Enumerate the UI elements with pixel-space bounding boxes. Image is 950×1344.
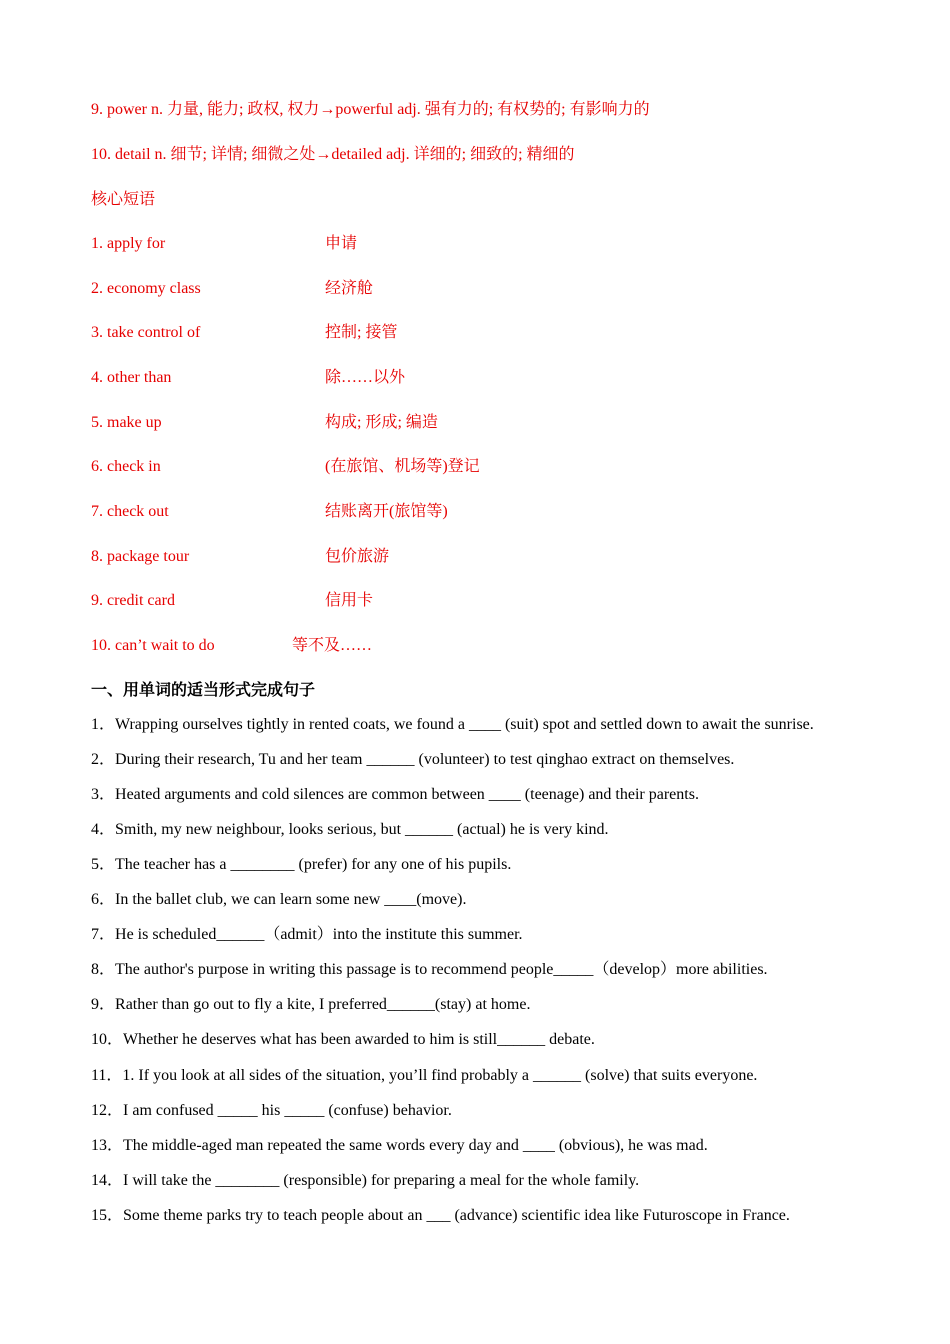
question-item: [91, 1171, 639, 1191]
question-item: [91, 1066, 757, 1086]
question-item: [91, 750, 734, 770]
question-item: [91, 1136, 708, 1156]
question-item: [91, 925, 523, 945]
phrase-english: 10. can’t wait to do: [91, 637, 215, 654]
question-text: In the ballet club, we can learn some new ____(move).: [115, 891, 467, 908]
phrase-english: 7. check out: [91, 503, 169, 520]
question-text: Smith, my new neighbour, looks serious, but ______ (actual) he is very kind.: [115, 821, 609, 838]
question-item: [91, 1206, 790, 1226]
phrase-chinese: 包价旅游: [325, 548, 390, 565]
question-item: [91, 855, 511, 875]
question-text: I am confused _____ his _____ (confuse) behavior.: [123, 1102, 452, 1119]
question-text: The author's purpose in writing this passage is to recommend people_____（develop）more abilities.: [115, 961, 768, 978]
question-number: 15．: [91, 1207, 124, 1224]
question-number: 9．: [91, 996, 116, 1013]
question-text: The middle-aged man repeated the same words every day and ____ (obvious), he was mad.: [123, 1137, 708, 1154]
question-text: He is scheduled______（admit）into the institute this summer.: [115, 926, 523, 943]
phrase-english: 6. check in: [91, 458, 161, 475]
phrase-chinese: 等不及……: [292, 637, 373, 654]
question-item: [91, 890, 466, 910]
question-text: 1. If you look at all sides of the situation, you’ll find probably a ______ (solve) that suits everyone.: [122, 1067, 758, 1084]
question-number: 3．: [91, 786, 116, 803]
question-number: 5．: [91, 856, 116, 873]
question-number: 10．: [91, 1031, 124, 1048]
vocab-item-detail: 10. detail n. 细节; 详情; 细微之处→detailed adj. 详细的; 细致的; 精细的: [91, 146, 575, 163]
phrase-english: 3. take control of: [91, 324, 201, 341]
question-number: 2．: [91, 751, 116, 768]
phrase-english: 2. economy class: [91, 280, 201, 297]
question-number: 11．: [91, 1067, 123, 1084]
phrase-english: 5. make up: [91, 414, 162, 431]
phrase-chinese: (在旅馆、机场等)登记: [325, 458, 480, 475]
phrase-english: 4. other than: [91, 369, 172, 386]
question-text: Rather than go out to fly a kite, I preferred______(stay) at home.: [115, 996, 531, 1013]
question-number: 8．: [91, 961, 116, 978]
question-item: [91, 715, 814, 735]
question-item: [91, 820, 609, 840]
phrase-chinese: 信用卡: [325, 592, 374, 609]
question-text: Whether he deserves what has been awarded to him is still______ debate.: [123, 1031, 595, 1048]
phrase-english: 9. credit card: [91, 592, 175, 609]
phrase-english: 1. apply for: [91, 235, 166, 252]
question-item: [91, 960, 768, 980]
phrase-chinese: 结账离开(旅馆等): [325, 503, 448, 520]
question-item: [91, 1030, 595, 1050]
phrase-chinese: 构成; 形成; 编造: [325, 414, 438, 431]
question-number: 6．: [91, 891, 116, 908]
question-number: 7．: [91, 926, 116, 943]
question-text: During their research, Tu and her team ______ (volunteer) to test qinghao extract on themselves.: [115, 751, 735, 768]
question-number: 1．: [91, 716, 116, 733]
vocab-item-power: 9. power n. 力量, 能力; 政权, 权力→powerful adj. 强有力的; 有权势的; 有影响力的: [91, 101, 650, 118]
question-number: 4．: [91, 821, 116, 838]
section-title: 一、用单词的适当形式完成句子: [91, 680, 316, 699]
question-item: [91, 995, 530, 1015]
question-item: [91, 1101, 452, 1121]
question-text: Heated arguments and cold silences are common between ____ (teenage) and their parents.: [115, 786, 699, 803]
question-text: Some theme parks try to teach people about an ___ (advance) scientific idea like Futuroscope in France.: [123, 1207, 790, 1224]
question-number: 14．: [91, 1172, 124, 1189]
question-number: 12．: [91, 1102, 124, 1119]
phrase-english: 8. package tour: [91, 548, 190, 565]
phrase-chinese: 除……以外: [325, 369, 406, 386]
question-text: The teacher has a ________ (prefer) for any one of his pupils.: [115, 856, 512, 873]
phrases-heading: 核心短语: [91, 191, 156, 208]
question-text: I will take the ________ (responsible) for preparing a meal for the whole family.: [123, 1172, 640, 1189]
question-number: 13．: [91, 1137, 124, 1154]
question-item: [91, 785, 699, 805]
phrase-chinese: 控制; 接管: [325, 324, 398, 341]
phrase-chinese: 申请: [325, 235, 358, 252]
question-text: Wrapping ourselves tightly in rented coats, we found a ____ (suit) spot and settled down to await the sunrise.: [115, 716, 814, 733]
phrase-chinese: 经济舱: [325, 280, 374, 297]
